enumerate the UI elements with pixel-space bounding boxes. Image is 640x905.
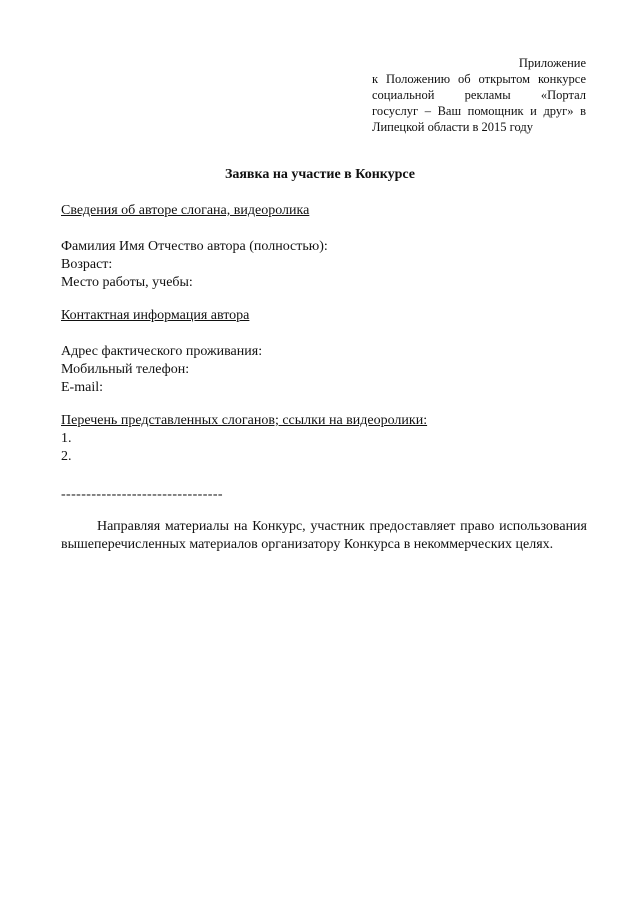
separator-line: --------------------------------	[61, 487, 223, 502]
author-workplace-field: Место работы, учебы:	[61, 275, 193, 290]
author-full-name-field: Фамилия Имя Отчество автора (полностью):	[61, 239, 328, 254]
mobile-phone-field: Мобильный телефон:	[61, 362, 190, 377]
slogan-item: 2.	[61, 449, 72, 464]
contact-section	[61, 307, 262, 397]
appendix-title: Приложение	[518, 56, 586, 70]
appendix-line: Липецкой области в 2015 году	[372, 120, 533, 134]
slogans-section	[61, 412, 427, 466]
appendix-line: госуслуг – Ваш помощник и друг» в	[372, 104, 586, 118]
consent-paragraph	[61, 518, 587, 554]
author-age-field: Возраст:	[61, 257, 113, 272]
slogans-section-heading: Перечень представленных слоганов; ссылки на видеоролики:	[61, 413, 428, 428]
appendix-block	[372, 55, 586, 135]
email-field: E-mail:	[61, 380, 103, 395]
author-section-heading: Сведения об авторе слогана, видеоролика	[61, 203, 310, 218]
appendix-line: к Положению об открытом конкурсе	[372, 72, 586, 86]
form-title: Заявка на участие в Конкурсе	[224, 167, 416, 182]
slogan-item: 1.	[61, 431, 72, 446]
consent-text: Направляя материалы на Конкурс, участник предоставляет право использования вышеперечисленных материалов организатору Конкурса в некоммерческих целях.	[61, 519, 587, 552]
author-section	[61, 202, 328, 292]
address-field: Адрес фактического проживания:	[61, 344, 263, 359]
appendix-line: социальной рекламы «Портал	[372, 88, 586, 102]
contact-section-heading: Контактная информация автора	[61, 308, 250, 323]
